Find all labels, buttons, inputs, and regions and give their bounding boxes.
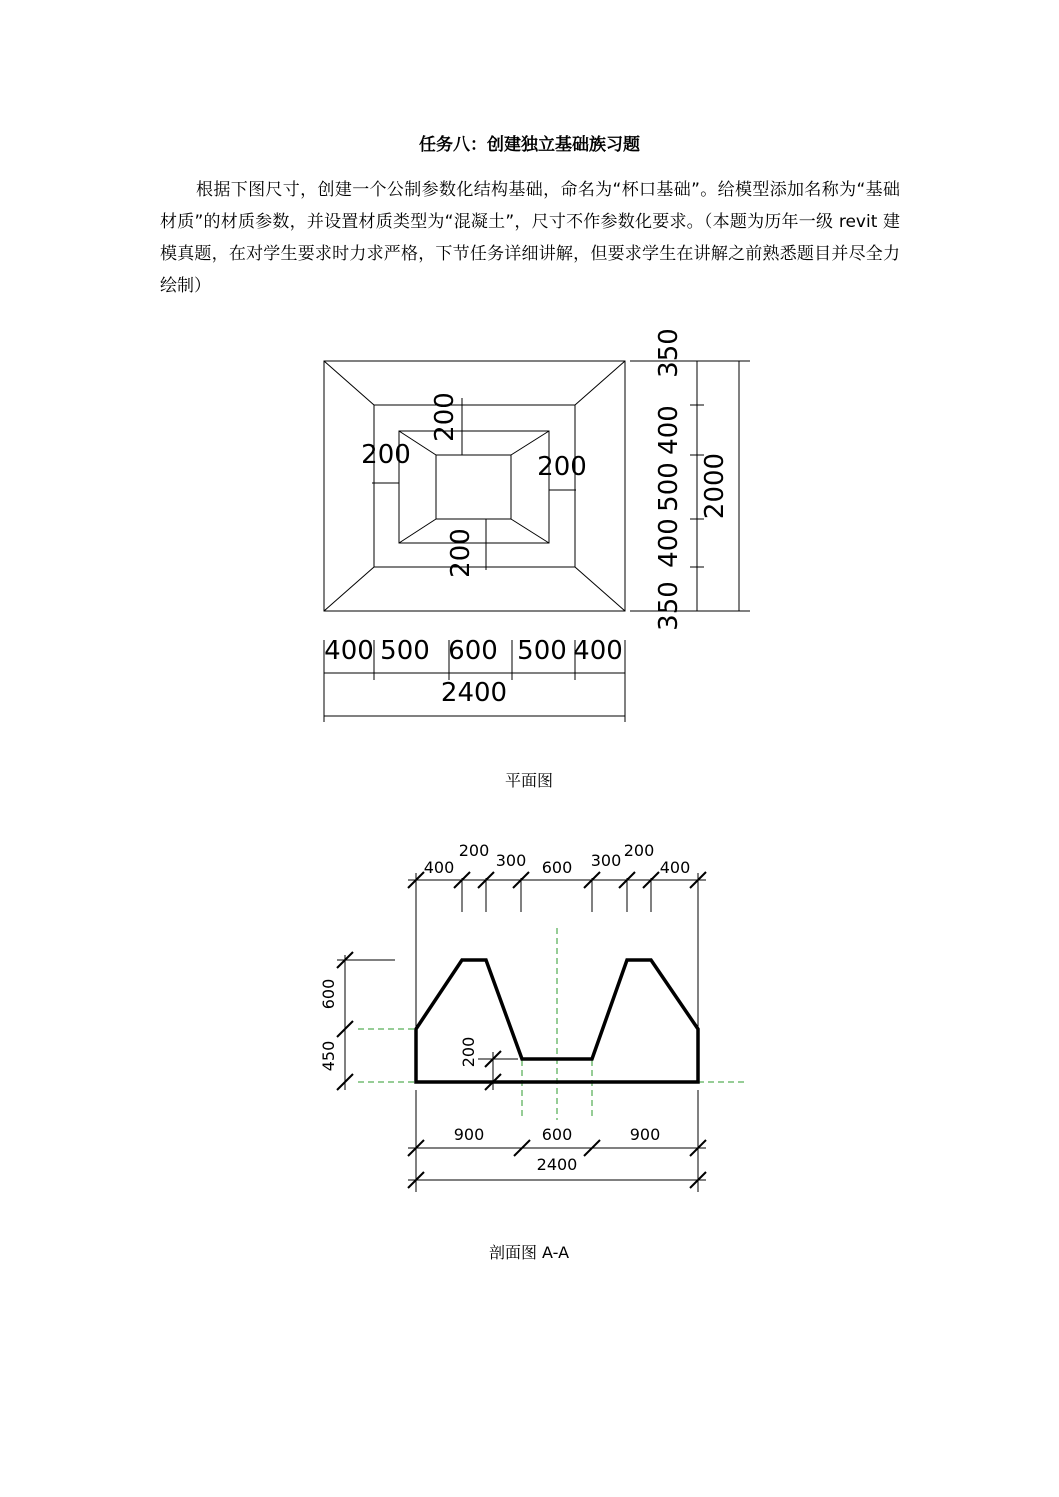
sec-dim-top-7: 400 (659, 858, 691, 877)
sec-dim-top-1: 400 (423, 858, 455, 877)
plan-dim-right-total: 2000 (700, 452, 730, 520)
sec-dim-top-5: 300 (590, 851, 622, 870)
plan-dim-inner-bottom: 200 (446, 528, 476, 578)
sec-dim-inner: 200 (459, 1036, 478, 1068)
plan-dim-bottom-4: 500 (517, 636, 567, 666)
plan-dimension-labels (324, 328, 730, 708)
sec-dim-top-6: 200 (623, 841, 655, 860)
plan-dim-right-4: 400 (654, 518, 684, 568)
plan-dim-right-2: 400 (654, 405, 684, 455)
plan-dim-inner-left: 200 (361, 440, 411, 470)
plan-dim-bottom-total: 2400 (440, 678, 508, 708)
sec-dim-bottom-1: 900 (453, 1125, 485, 1144)
sec-dim-left-1: 600 (319, 978, 338, 1010)
section-caption: 剖面图 A-A (488, 1243, 570, 1262)
plan-cup-bottom-rect (436, 455, 511, 519)
section-extension-lines (337, 873, 706, 1192)
plan-dim-inner-top: 200 (430, 392, 460, 442)
sec-dim-left-2: 450 (319, 1040, 338, 1072)
plan-dim-bottom-1: 400 (324, 636, 374, 666)
plan-dim-inner-right: 200 (537, 452, 587, 482)
sec-dim-bottom-3: 900 (629, 1125, 661, 1144)
plan-dim-bottom-2: 500 (380, 636, 430, 666)
page-title: 任务八：创建独立基础族习题 (419, 135, 640, 155)
plan-drawing (324, 361, 750, 722)
plan-cup-rect (399, 431, 549, 543)
sec-dim-top-4: 600 (541, 858, 573, 877)
plan-dim-right-5: 350 (654, 581, 684, 631)
plan-dim-right-3: 500 (654, 462, 684, 512)
plan-dim-bottom-3: 600 (448, 636, 498, 666)
task-paragraph: 根据下图尺寸，创建一个公制参数化结构基础，命名为“杯口基础”。给模型添加名称为“基础材质”的材质参数，并设置材质类型为“混凝土”，尺寸不作参数化要求。（本题为历年一级 revit 建模真题，在对学生要求时力求严格，下节任务详细讲解，但要求学生在讲解之前熟悉题目并尽全力绘制） (160, 180, 900, 296)
sec-dim-top-3: 300 (495, 851, 527, 870)
sec-dim-bottom-2: 600 (541, 1125, 573, 1144)
plan-dim-bottom-5: 400 (573, 636, 623, 666)
plan-caption: 平面图 (504, 771, 553, 790)
plan-dim-right-1: 350 (654, 328, 684, 378)
sec-dim-bottom-total: 2400 (536, 1155, 578, 1174)
sec-dim-top-2: 200 (458, 841, 490, 860)
